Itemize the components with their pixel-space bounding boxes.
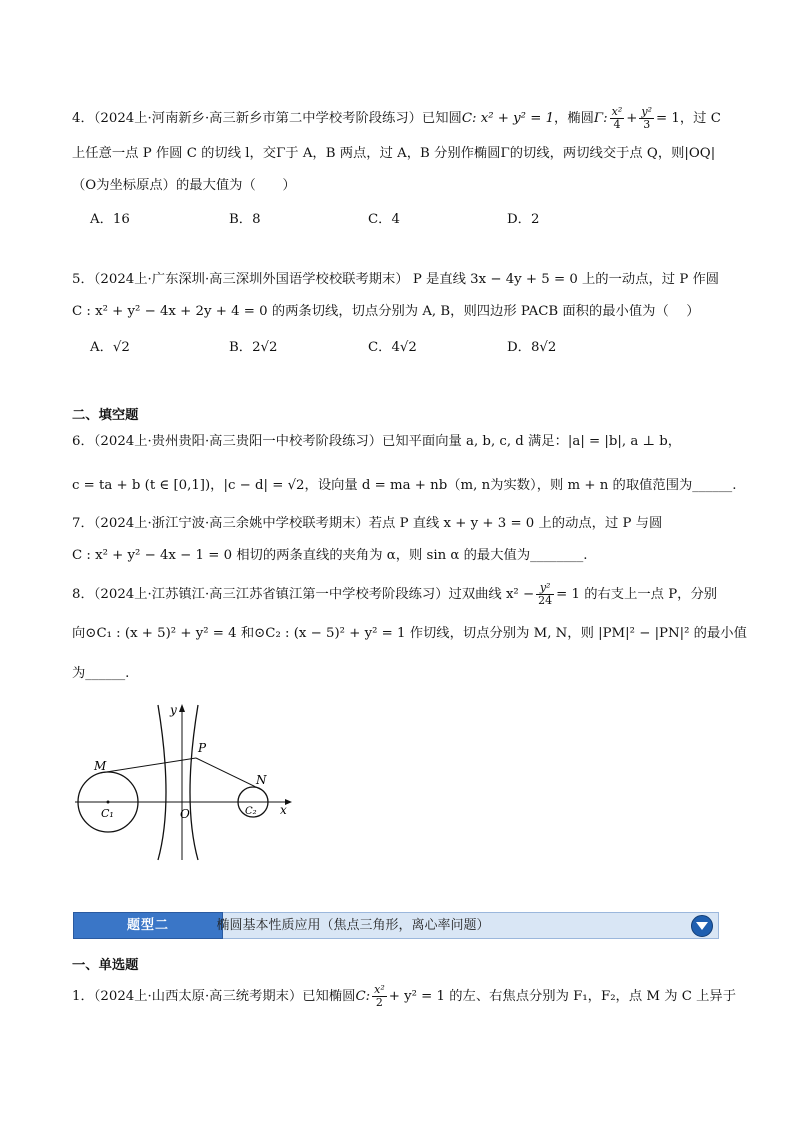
q4-line2: 上任意一点 P 作圆 C 的切线 l，交Γ于 A，B 两点，过 A，B 分别作椭圆Γ的切线，两切线交于点 Q，则|OQ| [72, 146, 716, 161]
frac-num: y² [536, 582, 554, 595]
q4-frac1 [610, 106, 625, 131]
q5-line2: C : x² + y² − 4x + 2y + 4 = 0 的两条切线，切点分别为 A, B，则四边形 PACB 面积的最小值为（ ） [72, 304, 700, 319]
label-n: N [256, 773, 267, 787]
label-y: y [170, 703, 177, 717]
q1-text: + y² = 1 的左、右焦点分别为 F₁，F₂，点 M 为 C 上异于 [388, 989, 737, 1004]
q5-line1: 5．（2024上·广东深圳·高三深圳外国语学校校联考期末） P 是直线 3x − 4y + 5 = 0 上的一动点，过 P 作圆 [72, 272, 720, 287]
label-p: P [198, 741, 207, 755]
plus-sign: + [626, 111, 638, 126]
q6-line2: c = ta + b (t ∈ [0,1])，|c − d| = √2，设向量 d = ma + nb（m, n为实数），则 m + n 的取值范围为______. [72, 478, 737, 493]
banner-title: 椭圆基本性质应用（焦点三角形，离心率问题） [216, 918, 490, 933]
q1-ellipse-name: C: [355, 989, 371, 1004]
frac-num: y² [641, 105, 653, 118]
q1-line1 [72, 984, 736, 1009]
option-a[interactable]: A．√2 [90, 340, 130, 355]
topic-banner [73, 912, 719, 939]
q1-frac [372, 984, 387, 1009]
q4-frac2 [639, 106, 654, 131]
hyperbola-left-branch [158, 705, 166, 860]
frac-num: x² [611, 105, 623, 118]
tangent-pn [196, 758, 262, 790]
option-b[interactable]: B．2√2 [229, 340, 278, 355]
q8-text: = 1 的右支上一点 P，分别 [556, 587, 718, 602]
hyperbola-figure [70, 700, 300, 865]
option-d[interactable]: D．8√2 [507, 340, 557, 355]
label-c2: C₂ [245, 806, 257, 817]
section-single-choice-title: 一、单选题 [72, 958, 139, 973]
q8-line1 [72, 582, 717, 607]
frac-den: 24 [538, 594, 553, 607]
q4-gamma: Γ: [593, 111, 608, 126]
label-o: O [180, 807, 190, 821]
y-arrow [179, 704, 185, 712]
option-c[interactable]: C．4 [368, 212, 400, 227]
point-c1 [107, 801, 110, 804]
option-a[interactable]: A．16 [90, 212, 130, 227]
q6-line1: 6．（2024上·贵州贵阳·高三贵阳一中校考阶段练习）已知平面向量 a, b, c, d 满足：|a| = |b|, a ⊥ b， [72, 434, 682, 449]
hyperbola-right-branch [190, 705, 198, 860]
banner-topic-label: 题型二 [73, 912, 223, 939]
q4-text: ，椭圆 [554, 111, 594, 126]
q4-text: 4．（2024上·河南新乡·高三新乡市第二中学校考阶段练习）已知圆 [72, 111, 462, 126]
frac-den: 2 [375, 996, 383, 1009]
label-x: x [280, 803, 287, 817]
q8-line2: 向⊙C₁ : (x + 5)² + y² = 4 和⊙C₂ : (x − 5)² + y² = 1 作切线，切点分别为 M, N，则 |PM|² − |PN|² 的最小值 [72, 626, 747, 641]
q7-line1: 7．（2024上·浙江宁波·高三余姚中学校联考期末）若点 P 直线 x + y + 3 = 0 上的动点，过 P 与圆 [72, 516, 663, 531]
q5-options [90, 336, 646, 355]
q4-line1 [72, 106, 721, 131]
label-c1: C₁ [101, 807, 114, 820]
q4-circle-eq: C: x² + y² = 1 [461, 111, 555, 126]
q7-line2: C : x² + y² − 4x − 1 = 0 相切的两条直线的夹角为 α，则 sin α 的最大值为________. [72, 548, 588, 563]
q1-text: 1．（2024上·山西太原·高三统考期末）已知椭圆 [72, 989, 356, 1004]
section-fill-in-title: 二、填空题 [72, 408, 139, 423]
chevron-down-icon[interactable] [691, 915, 713, 937]
q4-text: = 1，过 C [656, 111, 721, 126]
q8-text: 8．（2024上·江苏镇江·高三江苏省镇江第一中学校考阶段练习）过双曲线 x² − [72, 587, 535, 602]
q8-line3: 为______. [72, 666, 130, 681]
q8-frac [536, 582, 554, 607]
option-d[interactable]: D．2 [507, 212, 540, 227]
frac-den: 4 [613, 118, 621, 131]
option-c[interactable]: C．4√2 [368, 340, 417, 355]
frac-num: x² [374, 983, 385, 996]
option-b[interactable]: B．8 [229, 212, 261, 227]
q4-line3: （O为坐标原点）的最大值为（ ） [72, 178, 296, 193]
q4-options [90, 208, 646, 227]
frac-den: 3 [643, 118, 651, 131]
label-m: M [94, 759, 107, 773]
